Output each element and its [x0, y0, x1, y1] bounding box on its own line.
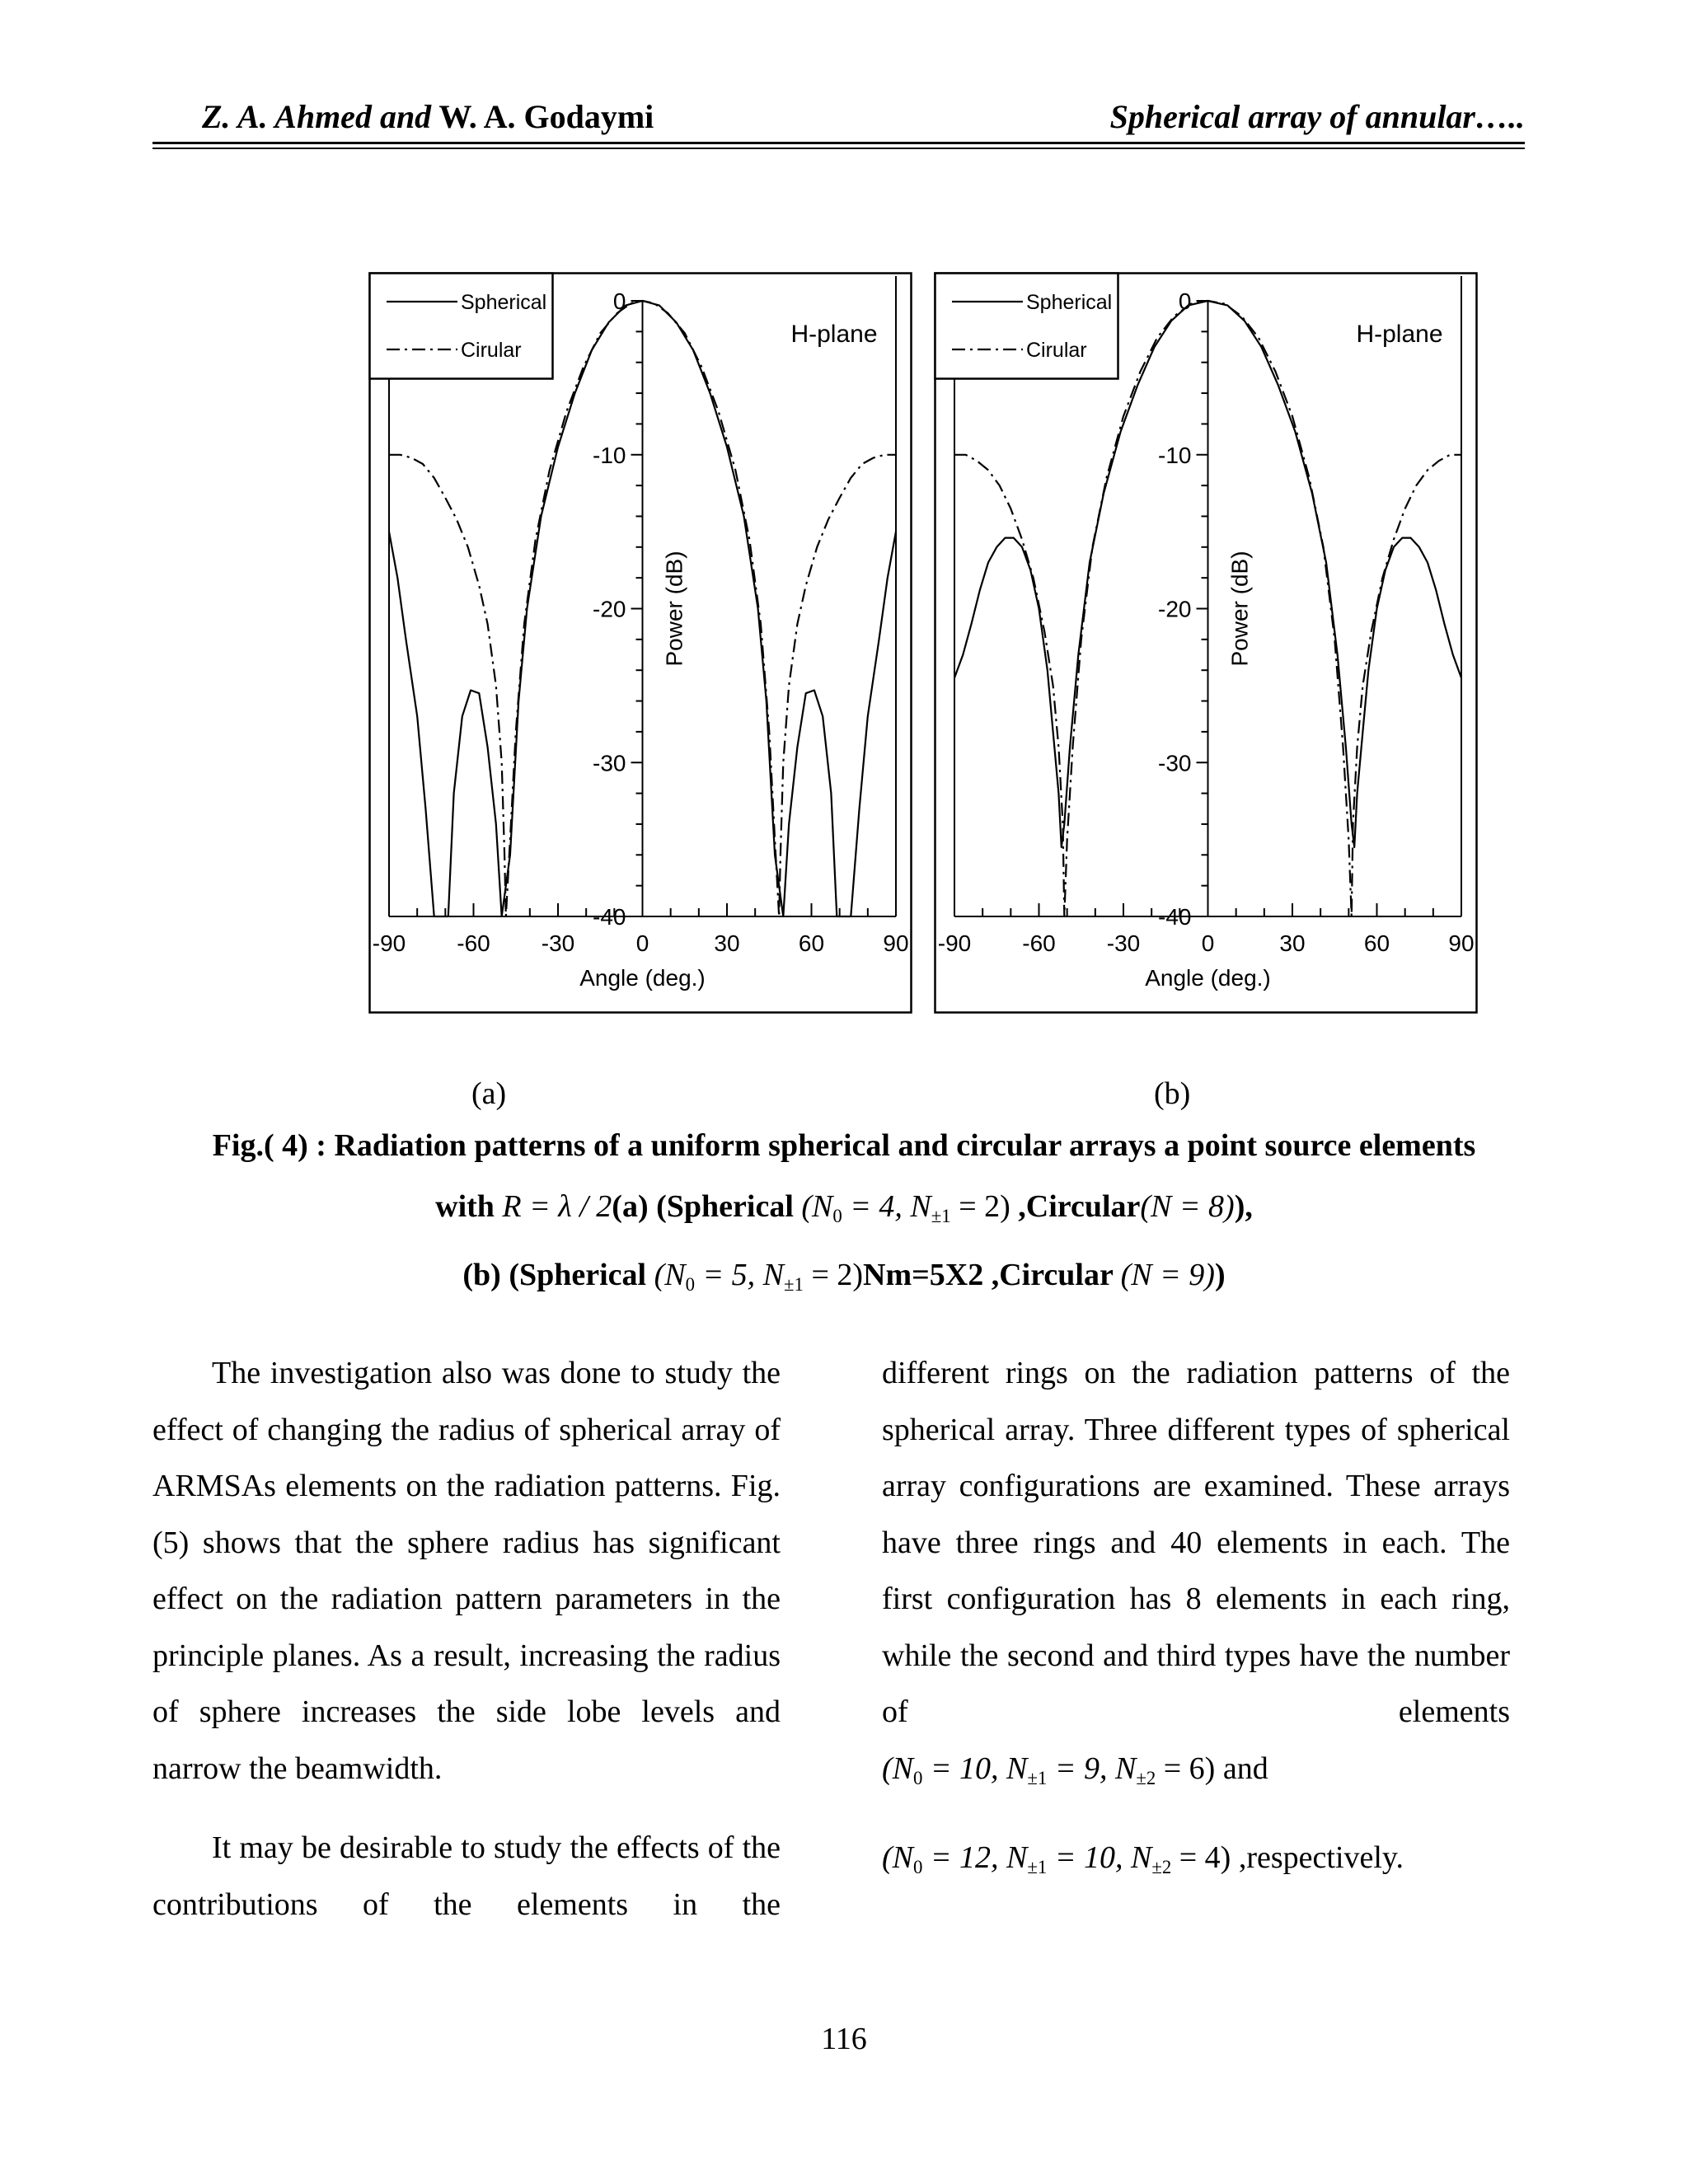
- y-tick-label: -20: [1158, 596, 1192, 622]
- x-tick-label: -90: [937, 930, 972, 956]
- chart-panel-b: [934, 272, 1478, 1014]
- r1-sub2: ±2: [1136, 1767, 1156, 1788]
- paragraph-right-1: different rings on the radiation patterns of the spherical array. Three different types of spherical array configurations are examined. These arrays have three rings and 40 elements in each. The first configuration has 8 elements in each ring, while the second and third types have the number of elements: [882, 1356, 1510, 1729]
- caption-b-eq2: = 2): [803, 1258, 864, 1292]
- x-tick-label: 30: [714, 930, 740, 956]
- x-tick-label: 60: [798, 930, 825, 956]
- caption-b-circular-n: (N = 9): [1120, 1258, 1215, 1292]
- caption-b-n: (N: [654, 1258, 686, 1292]
- y-tick-label: -30: [593, 750, 626, 776]
- header-rule-top: [152, 142, 1525, 144]
- figure-caption-line2: [0, 1188, 1688, 1227]
- y-tick-label: -20: [593, 596, 626, 622]
- x-tick-label: 0: [635, 930, 649, 956]
- y-tick-label: -40: [1158, 904, 1192, 930]
- x-tick-label: -60: [457, 930, 490, 956]
- figure-caption-line3: [0, 1257, 1688, 1296]
- paragraph-right-math-1: [882, 1741, 1510, 1807]
- legend-box: [935, 274, 1118, 379]
- paragraph-left-2: It may be desirable to study the effects of the contributions of the elements in the: [152, 1830, 781, 1922]
- caption-part-a: (a) (Spherical: [612, 1189, 794, 1224]
- body-column-left: [152, 1345, 781, 1933]
- subfigure-label-b: (b): [1154, 1076, 1191, 1111]
- r1-and: and: [1215, 1750, 1268, 1786]
- caption-a-n: (N: [801, 1189, 833, 1224]
- caption-b-eq5: = 5, N: [695, 1258, 785, 1292]
- r1-sub1: ±1: [1027, 1767, 1048, 1788]
- legend-label-spherical: Spherical: [461, 291, 547, 314]
- caption-a-eq4: = 4, N: [842, 1189, 931, 1224]
- caption-a-sub0: 0: [832, 1205, 842, 1226]
- caption-b-sub0: 0: [685, 1273, 696, 1295]
- plane-annotation: H-plane: [790, 321, 878, 348]
- r1-a: = 10, N: [922, 1750, 1028, 1786]
- legend-label-circular: Cirular: [1026, 339, 1087, 362]
- page-number: 116: [821, 2022, 867, 2056]
- plot-frame: [935, 274, 1477, 1013]
- r2-sub0: 0: [913, 1856, 923, 1877]
- x-axis-label: Angle (deg.): [579, 965, 706, 991]
- x-tick-label: 90: [883, 930, 909, 956]
- r2-c: = 4): [1171, 1840, 1231, 1875]
- plane-annotation: H-plane: [1356, 321, 1443, 348]
- caption-b-nm: Nm=5X2 ,Circular: [863, 1258, 1114, 1292]
- x-tick-label: -90: [372, 930, 406, 956]
- r2-sub1: ±1: [1027, 1856, 1048, 1877]
- caption-math-radius: R = λ / 2: [502, 1189, 612, 1224]
- caption-a-close: ),: [1234, 1189, 1253, 1224]
- r1-sub0: 0: [913, 1767, 923, 1788]
- paragraph-left-1: The investigation also was done to study the effect of changing the radius of spherical array of ARMSAs elements on the radiation patterns. Fig.(5) shows that the sphere radius has significant effect on the radiation pattern parameters in the principle planes. As a result, increasing the radius of sphere increases the side lobe levels and narrow the beamwidth.: [152, 1356, 781, 1786]
- y-tick-label: 0: [612, 288, 626, 314]
- x-axis-label: Angle (deg.): [1145, 965, 1271, 991]
- header-authors: [202, 97, 654, 136]
- r2-sub2: ±2: [1151, 1856, 1172, 1877]
- r2-respectively: ,respectively.: [1231, 1840, 1404, 1875]
- y-tick-label: -30: [1158, 750, 1192, 776]
- y-tick-label: 0: [1178, 288, 1192, 314]
- subfigure-label-a: (a): [471, 1076, 507, 1111]
- caption-a-eq2: = 2): [950, 1189, 1010, 1224]
- y-axis-label: Power (dB): [661, 551, 687, 667]
- body-column-right: [882, 1345, 1510, 1896]
- x-tick-label: 30: [1279, 930, 1306, 956]
- r1-n: (N: [882, 1750, 913, 1786]
- radiation-pattern-chart-a: [368, 272, 912, 1014]
- x-tick-label: -60: [1022, 930, 1056, 956]
- x-tick-label: 90: [1448, 930, 1475, 956]
- running-header: [152, 97, 1525, 138]
- x-tick-label: -30: [1106, 930, 1141, 956]
- r2-b: = 10, N: [1047, 1840, 1152, 1875]
- plot-frame: [370, 274, 912, 1013]
- header-authors-italic: Z. A. Ahmed and: [202, 98, 432, 135]
- x-tick-label: 60: [1363, 930, 1390, 956]
- y-tick-label: -10: [1158, 442, 1192, 468]
- x-tick-label: -30: [541, 930, 575, 956]
- y-tick-label: -10: [593, 442, 626, 468]
- header-short-title: Spherical array of annular…..: [1109, 98, 1525, 135]
- caption-a-sub1: ±1: [931, 1205, 951, 1226]
- header-rule-bottom: [152, 148, 1525, 149]
- caption-b-close: ): [1214, 1258, 1226, 1292]
- r1-c: = 6): [1156, 1750, 1216, 1786]
- legend-box: [370, 274, 553, 379]
- r2-a: = 12, N: [922, 1840, 1028, 1875]
- radiation-pattern-chart-b: [934, 272, 1478, 1014]
- caption-with: with: [435, 1189, 495, 1224]
- x-tick-label: 0: [1201, 930, 1215, 956]
- caption-a-circular-n: (N = 8): [1140, 1189, 1235, 1224]
- header-authors-bold: W. A. Godaymi: [438, 98, 654, 135]
- paragraph-right-math-2: [882, 1830, 1510, 1896]
- y-axis-label: Power (dB): [1226, 551, 1253, 667]
- chart-panel-a: [368, 272, 912, 1014]
- y-tick-label: -40: [593, 904, 626, 930]
- legend-label-spherical: Spherical: [1026, 291, 1113, 314]
- figure-caption-line1: Fig.( 4) : Radiation patterns of a uniform spherical and circular arrays a point source elements: [212, 1128, 1476, 1163]
- r2-n: (N: [882, 1840, 913, 1875]
- caption-b-sub1: ±1: [784, 1273, 804, 1295]
- r1-b: = 9, N: [1047, 1750, 1137, 1786]
- legend-label-circular: Cirular: [461, 339, 522, 362]
- caption-a-circular: ,Circular: [1018, 1189, 1141, 1224]
- caption-part-b: (b) (Spherical: [462, 1258, 647, 1292]
